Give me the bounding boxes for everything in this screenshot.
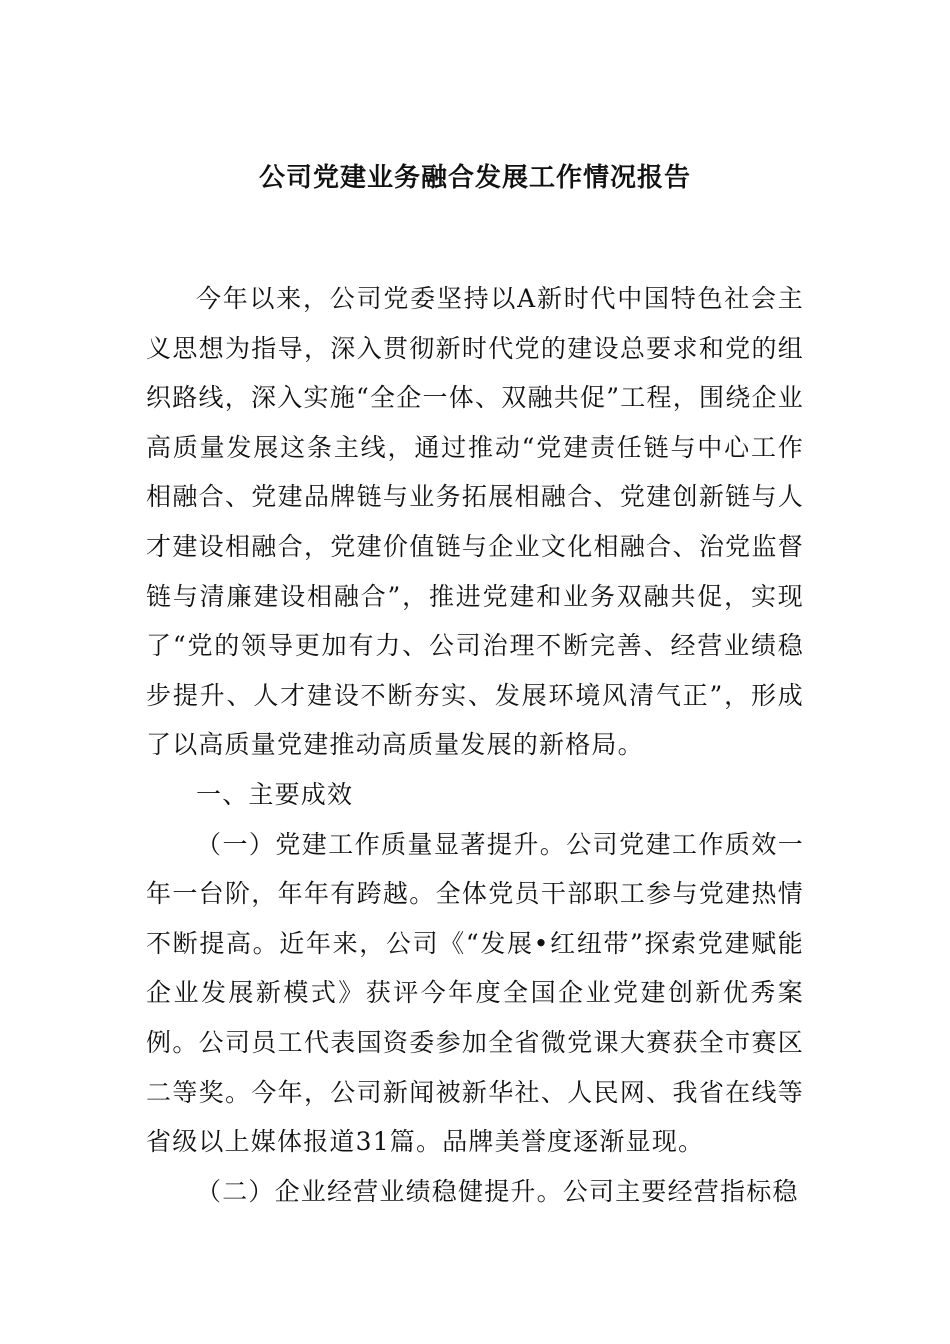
section-heading-main-results: 一、主要成效: [196, 779, 354, 809]
paragraph-business-performance: （二）企业经营业绩稳健提升。公司主要经营指标稳: [196, 1176, 799, 1206]
document-body: [146, 274, 804, 1216]
paragraph-party-building-quality: （一）党建工作质量显著提升。公司党建工作质效一年一台阶，年年有跨越。全体党员干部职工参与党建热情不断提高。近年来，公司《“发展•红纽带”探索党建赋能企业发展新模式》获评今年度全国企业党建创新优秀案例。公司员工代表国资委参加全省微党课大赛获全市赛区二等奖。今年，公司新闻被新华社、人民网、我省在线等省级以上媒体报道31篇。品牌美誉度逐渐显现。: [146, 829, 804, 1157]
paragraph-intro: 今年以来，公司党委坚持以A新时代中国特色社会主义思想为指导，深入贯彻新时代党的建设总要求和党的组织路线，深入实施“全企一体、双融共促”工程，围绕企业高质量发展这条主线，通过推动“党建责任链与中心工作相融合、党建品牌链与业务拓展相融合、党建创新链与人才建设相融合，党建价值链与企业文化相融合、治党监督链与清廉建设相融合”，推进党建和业务双融共促，实现了“党的领导更加有力、公司治理不断完善、经营业绩稳步提升、人才建设不断夯实、发展环境风清气正”，形成了以高质量党建推动高质量发展的新格局。: [146, 284, 804, 760]
document-title: 公司党建业务融合发展工作情况报告: [258, 163, 691, 193]
